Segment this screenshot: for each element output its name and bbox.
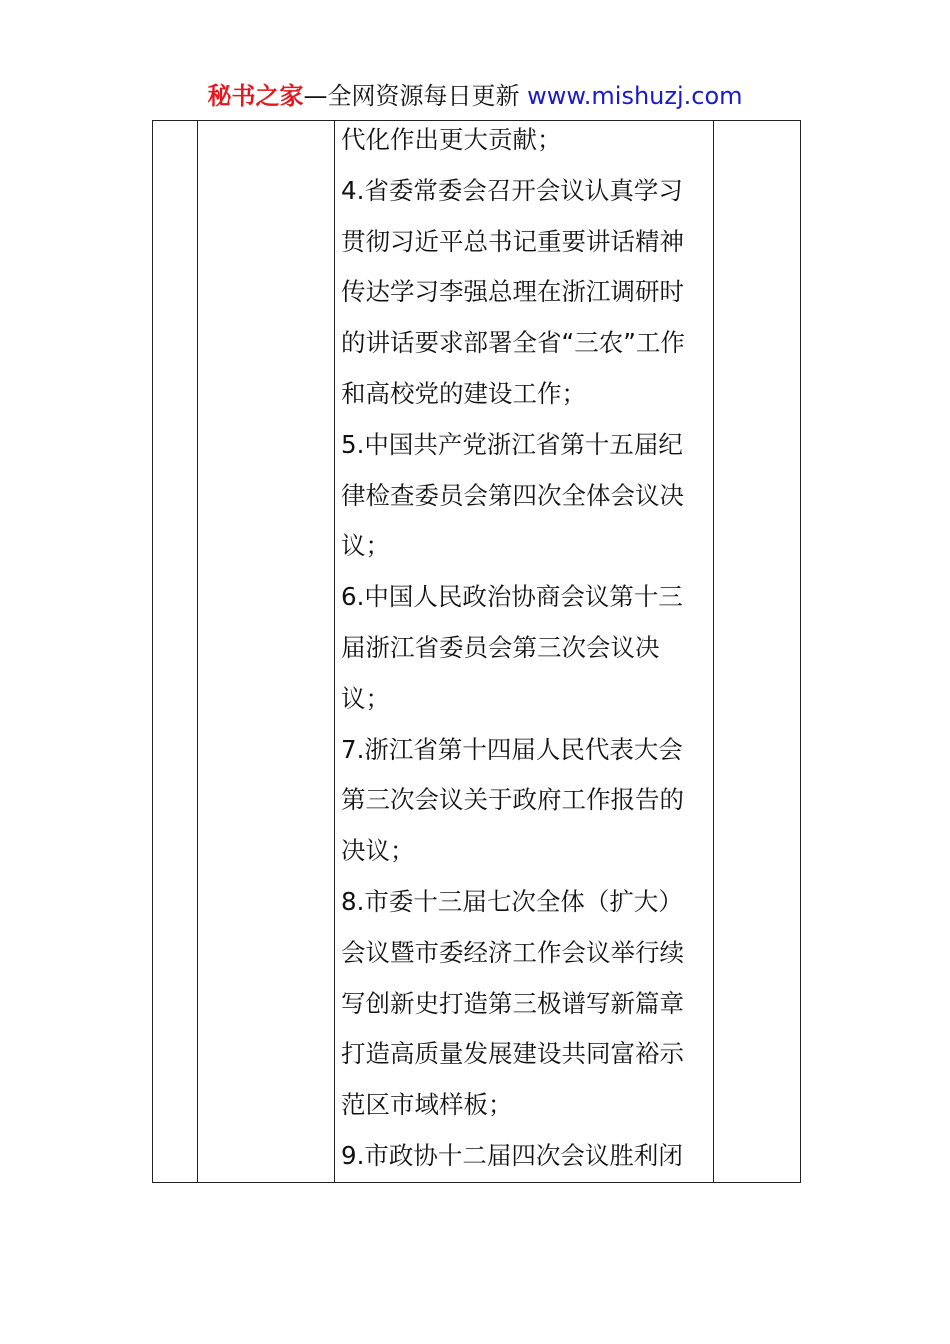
list-item: 5.中国共产党浙江省第十五届纪律检查委员会第四次全体会议决议； (341, 429, 684, 561)
site-url[interactable]: www.mishuzj.com (527, 82, 743, 110)
document-table (152, 120, 801, 1183)
brand-name: 秘书之家 (207, 82, 304, 110)
list-item: 7.浙江省第十四届人民代表大会第三次会议关于政府工作报告的决议； (341, 734, 684, 866)
header-tagline: —全网资源每日更新 (303, 82, 520, 110)
table-cell-category (198, 121, 335, 1183)
list-item: 8.市委十三届七次全体（扩大）会议暨市委经济工作会议举行续写创新史打造第三极谱写新篇章打造高质量发展建设共同富裕示范区市域样板； (341, 886, 684, 1120)
list-item: 代化作出更大贡献； (341, 125, 562, 154)
table-cell-content (335, 121, 714, 1183)
table-cell-index (153, 121, 198, 1183)
table-row (153, 121, 801, 1183)
table-cell-remarks (714, 121, 801, 1183)
site-header (0, 80, 950, 112)
list-item: 4.省委常委会召开会议认真学习贯彻习近平总书记重要讲话精神传达学习李强总理在浙江调研时的讲话要求部署全省“三农”工作和高校党的建设工作； (341, 175, 685, 408)
content-list (335, 115, 713, 1182)
list-item: 9.市政协十二届四次会议胜利闭 (341, 1140, 683, 1170)
list-item: 6.中国人民政治协商会议第十三届浙江省委员会第三次会议决议； (341, 582, 683, 713)
